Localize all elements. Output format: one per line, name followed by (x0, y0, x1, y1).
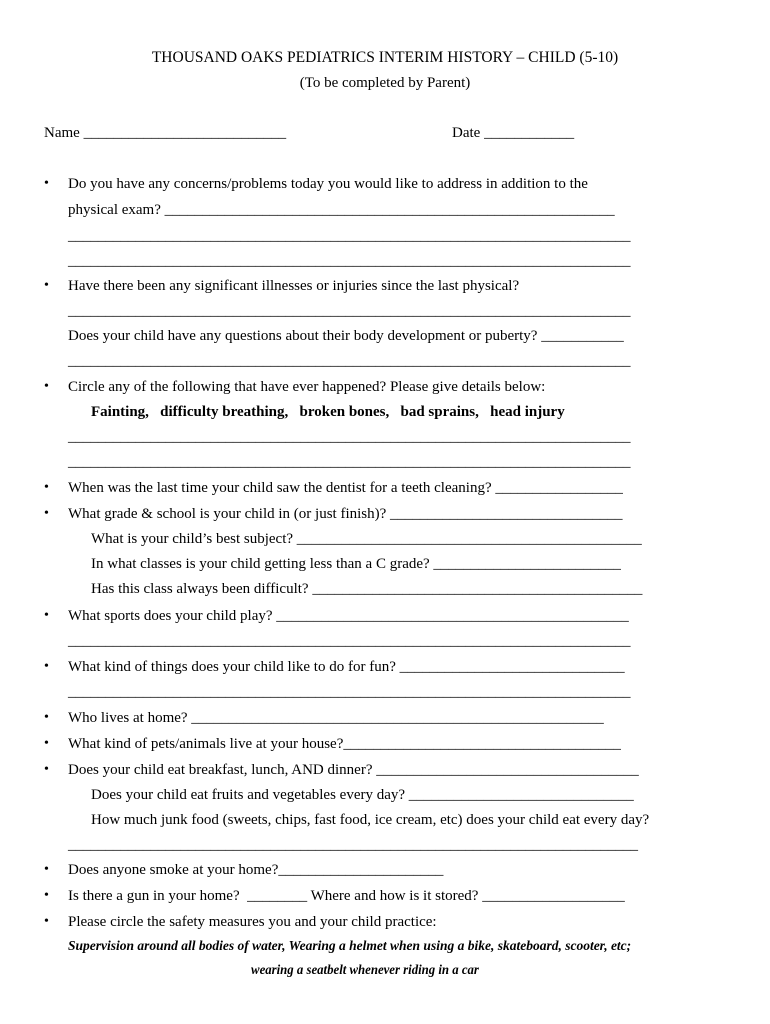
question-illnesses: Have there been any significant illnesses or injuries since the last physical? (68, 278, 520, 294)
form-subtitle: (To be completed by Parent) (299, 75, 471, 91)
bullet-icon: • (44, 914, 49, 929)
question-always-difficult[interactable]: Has this class always been difficult? ____________________________________________ (91, 581, 643, 597)
bullet-icon: • (44, 278, 49, 293)
question-smoke[interactable]: Does anyone smoke at your home?______________________ (68, 862, 444, 878)
safety-options[interactable]: Supervision around all bodies of water, Wearing a helmet when using a bike, skateboard, scooter, etc; (68, 938, 632, 953)
answer-line[interactable]: ___________________________________________________________________________ (68, 684, 631, 700)
circle-options[interactable]: Fainting, difficulty breathing, broken bones, bad sprains, head injury (91, 404, 565, 420)
bullet-icon: • (44, 710, 49, 725)
bullet-icon: • (44, 608, 49, 623)
question-safety-measures: Please circle the safety measures you and your child practice: (68, 914, 437, 930)
question-gun[interactable]: Is there a gun in your home? ________ Where and how is it stored? ___________________ (68, 888, 625, 904)
question-grade-school[interactable]: What grade & school is your child in (or just finish)? _______________________________ (68, 506, 623, 522)
name-field[interactable]: Name ___________________________ (44, 125, 287, 141)
answer-line[interactable]: ___________________________________________________________________________ (68, 454, 631, 470)
bullet-icon: • (44, 506, 49, 521)
question-best-subject[interactable]: What is your child’s best subject? ______________________________________________ (91, 531, 642, 547)
question-meals[interactable]: Does your child eat breakfast, lunch, AND dinner? ___________________________________ (68, 762, 639, 778)
bullet-icon: • (44, 659, 49, 674)
answer-line[interactable]: ___________________________________________________________________________ (68, 228, 631, 244)
bullet-icon: • (44, 862, 49, 877)
form-title: THOUSAND OAKS PEDIATRICS INTERIM HISTORY – CHILD (5-10) (151, 49, 619, 66)
question-fun[interactable]: What kind of things does your child like to do for fun? ______________________________ (68, 659, 625, 675)
answer-line[interactable]: ___________________________________________________________________________ (68, 253, 631, 269)
question-sports[interactable]: What sports does your child play? _______________________________________________ (68, 608, 629, 624)
bullet-icon: • (44, 176, 49, 191)
bullet-icon: • (44, 762, 49, 777)
bullet-icon: • (44, 888, 49, 903)
bullet-icon: • (44, 736, 49, 751)
safety-options[interactable]: wearing a seatbelt whenever riding in a car (251, 962, 479, 977)
answer-line[interactable]: ___________________________________________________________________________ (68, 353, 631, 369)
question-concerns: Do you have any concerns/problems today you would like to address in addition to the (68, 176, 588, 192)
question-dentist[interactable]: When was the last time your child saw the dentist for a teeth cleaning? _________________ (68, 480, 623, 496)
answer-line[interactable]: ____________________________________________________________________________ (68, 837, 638, 853)
answer-line[interactable]: physical exam? ____________________________________________________________ (68, 202, 615, 218)
question-fruits-vegetables[interactable]: Does your child eat fruits and vegetables every day? ______________________________ (91, 787, 634, 803)
answer-line[interactable]: ___________________________________________________________________________ (68, 303, 631, 319)
date-field[interactable]: Date ____________ (452, 125, 575, 141)
answer-line[interactable]: ___________________________________________________________________________ (68, 633, 631, 649)
bullet-icon: • (44, 379, 49, 394)
question-puberty[interactable]: Does your child have any questions about their body development or puberty? ___________ (68, 328, 624, 344)
answer-line[interactable]: ___________________________________________________________________________ (68, 429, 631, 445)
bullet-icon: • (44, 480, 49, 495)
question-low-grades[interactable]: In what classes is your child getting less than a C grade? _________________________ (91, 556, 621, 572)
question-pets[interactable]: What kind of pets/animals live at your house?_____________________________________ (68, 736, 621, 752)
question-lives-at-home[interactable]: Who lives at home? _______________________________________________________ (68, 710, 604, 726)
question-junk-food: How much junk food (sweets, chips, fast food, ice cream, etc) does your child eat every day? (91, 812, 650, 828)
question-circle-events: Circle any of the following that have ever happened? Please give details below: (68, 379, 546, 395)
